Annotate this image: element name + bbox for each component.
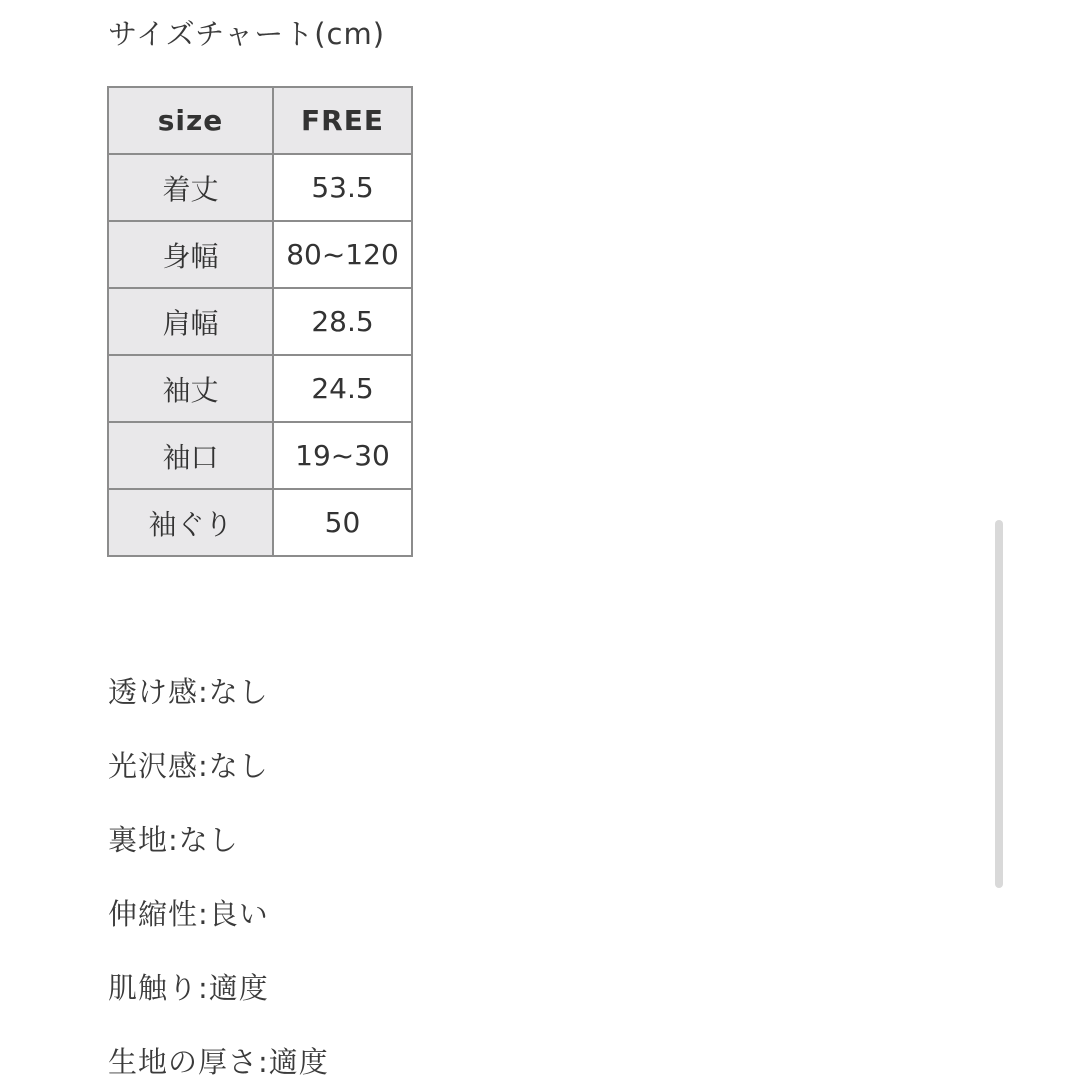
row-label: 身幅 xyxy=(108,221,273,288)
row-label: 着丈 xyxy=(108,154,273,221)
row-value: 50 xyxy=(273,489,412,556)
header-size-value: FREE xyxy=(273,87,412,154)
size-chart-table xyxy=(107,86,413,557)
property-item: 伸縮性:良い xyxy=(108,897,269,931)
table-row xyxy=(108,154,412,221)
row-value: 24.5 xyxy=(273,355,412,422)
row-value: 53.5 xyxy=(273,154,412,221)
row-label: 袖ぐり xyxy=(108,489,273,556)
property-item: 透け感:なし xyxy=(108,675,269,709)
page-title: サイズチャート(cm) xyxy=(108,17,386,51)
table-row xyxy=(108,422,412,489)
row-value: 28.5 xyxy=(273,288,412,355)
header-size-label: size xyxy=(108,87,273,154)
row-label: 肩幅 xyxy=(108,288,273,355)
row-value: 80~120 xyxy=(273,221,412,288)
property-item: 裏地:なし xyxy=(108,823,239,857)
vertical-scrollbar[interactable] xyxy=(995,520,1003,888)
table-row xyxy=(108,221,412,288)
row-value: 19~30 xyxy=(273,422,412,489)
table-header-row xyxy=(108,87,412,154)
table-row xyxy=(108,288,412,355)
row-label: 袖口 xyxy=(108,422,273,489)
material-properties-list xyxy=(108,672,329,1080)
property-item: 光沢感:なし xyxy=(108,749,269,783)
table-row xyxy=(108,355,412,422)
property-item: 肌触り:適度 xyxy=(108,971,269,1005)
property-item: 生地の厚さ:適度 xyxy=(108,1045,329,1079)
table-row xyxy=(108,489,412,556)
row-label: 袖丈 xyxy=(108,355,273,422)
